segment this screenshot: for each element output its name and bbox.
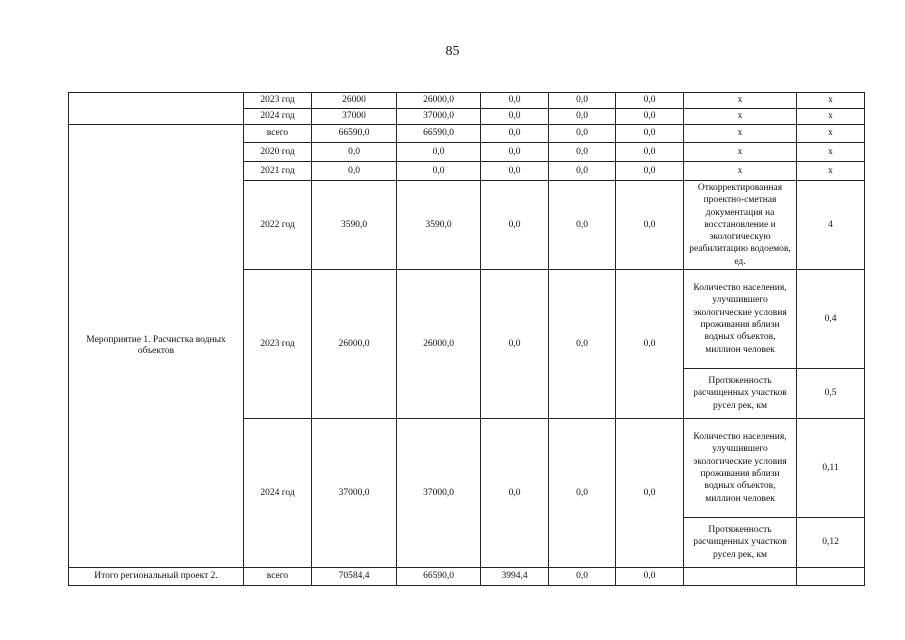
total-cell: 0,0 [312,162,397,181]
table-row [69,93,865,109]
regional-cell: 0,0 [481,270,549,419]
budget-table [68,92,865,586]
other-cell: 0,0 [616,181,684,270]
other-cell: 0,0 [616,143,684,162]
indicator-cell: х [684,109,797,125]
period-cell: 2024 год [244,419,312,568]
value-cell: х [797,143,865,162]
measure-name-cell [69,93,244,125]
regional-cell: 0,0 [481,109,549,125]
value-cell: 0,12 [797,518,865,568]
total-cell: 70584,4 [312,568,397,586]
value-cell: х [797,93,865,109]
federal-cell: 26000,0 [397,270,481,419]
total-cell: 66590,0 [312,125,397,143]
table-row [69,125,865,143]
federal-cell: 66590,0 [397,568,481,586]
total-cell: 0,0 [312,143,397,162]
federal-cell: 3590,0 [397,181,481,270]
other-cell: 0,0 [616,270,684,419]
value-cell: 0,4 [797,270,865,369]
federal-cell: 0,0 [397,162,481,181]
value-cell: х [797,109,865,125]
federal-cell: 0,0 [397,143,481,162]
other-cell: 0,0 [616,419,684,568]
municipal-cell: 0,0 [549,181,616,270]
period-cell: всего [244,568,312,586]
indicator-cell: х [684,93,797,109]
period-cell: 2022 год [244,181,312,270]
period-cell: 2021 год [244,162,312,181]
indicator-cell: Количество населения, улучшившего экологические условия проживания вблизи водных объектов, миллион человек [684,419,797,518]
municipal-cell: 0,0 [549,270,616,419]
indicator-cell [684,568,797,586]
total-cell: 3590,0 [312,181,397,270]
total-cell: 37000,0 [312,419,397,568]
federal-cell: 37000,0 [397,419,481,568]
total-cell: 26000,0 [312,270,397,419]
other-cell: 0,0 [616,162,684,181]
total-cell: 37000 [312,109,397,125]
regional-cell: 0,0 [481,181,549,270]
municipal-cell: 0,0 [549,568,616,586]
indicator-cell: Количество населения, улучшившего экологические условия проживания вблизи водных объектов, миллион человек [684,270,797,369]
regional-cell: 0,0 [481,143,549,162]
municipal-cell: 0,0 [549,93,616,109]
municipal-cell: 0,0 [549,143,616,162]
other-cell: 0,0 [616,125,684,143]
regional-cell: 0,0 [481,93,549,109]
indicator-cell: х [684,125,797,143]
regional-cell: 3994,4 [481,568,549,586]
regional-cell: 0,0 [481,162,549,181]
value-cell: 0,5 [797,369,865,419]
regional-cell: 0,0 [481,125,549,143]
measure-name-cell: Мероприятие 1. Расчистка водных объектов [69,125,244,568]
federal-cell: 26000,0 [397,93,481,109]
municipal-cell: 0,0 [549,419,616,568]
table-row [69,568,865,586]
indicator-cell: Протяженность расчищенных участков русел рек, км [684,518,797,568]
value-cell: 0,11 [797,419,865,518]
indicator-cell: Протяженность расчищенных участков русел рек, км [684,369,797,419]
federal-cell: 37000,0 [397,109,481,125]
federal-cell: 66590,0 [397,125,481,143]
total-row-label: Итого региональный проект 2. [69,568,244,586]
value-cell [797,568,865,586]
value-cell: х [797,125,865,143]
other-cell: 0,0 [616,93,684,109]
other-cell: 0,0 [616,109,684,125]
indicator-cell: х [684,143,797,162]
page-number: 85 [445,44,460,59]
period-cell: 2023 год [244,93,312,109]
period-cell: 2023 год [244,270,312,419]
value-cell: 4 [797,181,865,270]
period-cell: 2024 год [244,109,312,125]
municipal-cell: 0,0 [549,109,616,125]
total-cell: 26000 [312,93,397,109]
municipal-cell: 0,0 [549,162,616,181]
regional-cell: 0,0 [481,419,549,568]
municipal-cell: 0,0 [549,125,616,143]
indicator-cell: Откорректированная проектно-сметная документация на восстановление и экологическую реабилитацию водоемов, ед. [684,181,797,270]
other-cell: 0,0 [616,568,684,586]
indicator-cell: х [684,162,797,181]
period-cell: всего [244,125,312,143]
value-cell: х [797,162,865,181]
period-cell: 2020 год [244,143,312,162]
